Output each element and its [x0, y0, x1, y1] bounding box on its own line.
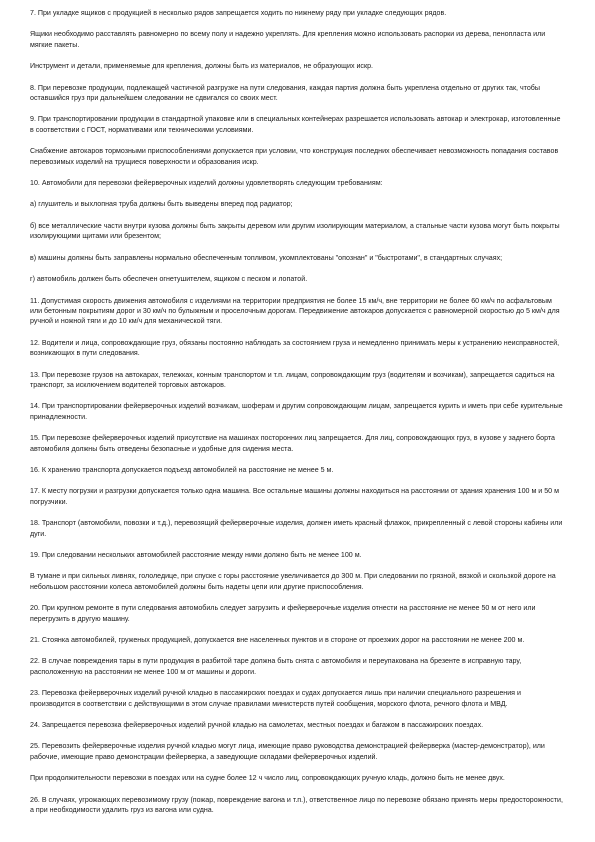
paragraph-12: 12. Водители и лица, сопровождающие груз, обязаны постоянно наблюдать за состоянием груза и немедленно принимать меры к устранению неисправностей, возникающих в пути следования.	[30, 338, 560, 358]
paragraph-19-weather: В тумане и при сильных ливнях, гололедице, при спуске с горы расстояние увеличивается до 300 м. При следовании по грязной, вязкой и скользкой дороге на небольшом расстоянии колеса автомобилей должны быть надеты цепи или другие приспособления.	[30, 572, 556, 591]
paragraph-22: 22. В случае повреждения тары в пути продукция в разбитой таре должна быть снята с автомобиля и переупакована на брезенте в исправную тару, расположенную на расстоянии не менее 100 м от машины и дороги.	[30, 657, 522, 676]
paragraph-9-brakes: Снабжение автокаров тормозными приспособлениями допускается при условии, что конструкция последних обеспечивает невозможность попадания составов перевозимых изделий на трущиеся поверхности и образования искр.	[30, 147, 559, 166]
paragraph-18: 18. Транспорт (автомобили, повозки и т.д.), перевозящий фейерверочные изделия, должен иметь красный флажок, прикрепленный с левой стороны кабины или дуги.	[30, 519, 563, 538]
paragraph-11: 11. Допустимая скорость движения автомобиля с изделиями на территории предприятия не более 15 км/ч, вне территории не более 60 км/ч по асфальтовым или бетонным покрытиям дорог и 30 км/ч по булыжным и проселочным дорогам. Передвижение автокаров допускается с равномерной скоростью до 5 км/ч для ручной и ножной тяги и до 10 км/ч для механической тяги.	[30, 296, 560, 326]
paragraph-7-continued: Ящики необходимо расставлять равномерно по всему полу и надежно укреплять. Для крепления можно использовать распорки из дерева, пенопласта или мягкие пакеты.	[30, 30, 546, 49]
paragraph-24: 24. Запрещается перевозка фейерверочных изделий ручной кладью на самолетах, местных поездах и багажом в пассажирских поездах.	[30, 721, 484, 730]
paragraph-9: 9. При транспортировании продукции в стандартной упаковке или в специальных контейнерах разрешается использовать автокар и электрокар, изготовленные в соответствии с ГОСТ, нормативами или техническими условиями.	[30, 115, 561, 134]
paragraph-19: 19. При следовании нескольких автомобилей расстояние между ними должно быть не менее 100 м.	[30, 551, 362, 559]
paragraph-15: 15. При перевозке фейерверочных изделий присутствие на машинах посторонних лиц запрещается. Для лиц, сопровождающих груз, в кузове у заднего борта автомобиля должны быть отведены безопасные и удобные для сидения места.	[30, 434, 555, 453]
paragraph-20: 20. При крупном ремонте в пути следования автомобиль следует загрузить и фейерверочные изделия отнести на расстояние не менее 50 м от него или перегрузить в другую машину.	[30, 604, 536, 623]
paragraph-tools: Инструмент и детали, применяемые для крепления, должны быть из материалов, не образующих искр.	[30, 62, 373, 71]
paragraph-16: 16. К хранению транспорта допускается подъезд автомобилей на расстояние не менее 5 м.	[30, 465, 334, 474]
paragraph-10-a: а) глушитель и выхлопная труба должны быть выведены вперед под радиатор;	[30, 200, 293, 209]
paragraph-17: 17. К месту погрузки и разгрузки допускается только одна машина. Все остальные машины должны находиться на расстоянии от здания хранения 100 м и 50 м погрузчики.	[30, 487, 559, 506]
paragraph-10-g: г) автомобиль должен быть обеспечен огнетушителем, ящиком с песком и лопатой.	[30, 275, 308, 284]
paragraph-25: 25. Перевозить фейерверочные изделия ручной кладью могут лица, имеющие право руководства демонстрацией фейерверка (мастер-демонстратор), или рабочие, имеющие право демонстрации фейерверка, а заведующие складами фейерверочных изделий.	[30, 742, 545, 761]
paragraph-13: 13. При перевозке грузов на автокарах, тележках, конным транспортом и т.п. лицам, сопровождающим груз (водителям и возчикам), запрещается садиться на транспорт, за исключением водителей торговых автокаров.	[30, 370, 555, 389]
paragraph-7: 7. При укладке ящиков с продукцией в несколько рядов запрещается ходить по нижнему ряду при укладке следующих рядов.	[30, 9, 447, 17]
paragraph-21: 21. Стоянка автомобилей, груженых продукцией, допускается вне населенных пунктов и в стороне от проезжих дорог на расстоянии не менее 200 м.	[30, 636, 525, 645]
paragraph-25-duration: При продолжительности перевозки в поездах или на судне более 12 ч число лиц, сопровождающих ручную кладь, должно быть не менее двух.	[30, 774, 505, 783]
paragraph-14: 14. При транспортировании фейерверочных изделий возчикам, шоферам и другим сопровождающим лицам, запрещается курить и иметь при себе курительные принадлежности.	[30, 402, 563, 421]
paragraph-10-v: в) машины должны быть заправлены нормально обеспеченным топливом, укомплектованы "опознан" и "быстротами", в стандартных случаях;	[30, 253, 503, 262]
paragraph-26: 26. В случаях, угрожающих перевозимому грузу (пожар, повреждение вагона и т.п.), ответственное лицо по перевозке обязано принять меры предосторожности, а при необходимости удалить груз из вагона или судна.	[30, 795, 563, 815]
paragraph-10-b: б) все металлические части внутри кузова должны быть закрыты деревом или другим изолирующим материалом, а стальные части кузова могут быть покрыты изолирующими щитами или брезентом;	[30, 221, 560, 241]
paragraph-10: 10. Автомобили для перевозки фейерверочных изделий должны удовлетворять следующим требованиям:	[30, 179, 383, 188]
paragraph-8: 8. При перевозке продукции, подлежащей частичной разгрузке на пути следования, каждая партия должна быть укреплена отдельно от других так, чтобы оставшийся груз при дальнейшем следовании не сдвигался со своих мест.	[30, 83, 540, 103]
paragraph-23: 23. Перевозка фейерверочных изделий ручной кладью в пассажирских поездах и судах допускается лишь при наличии специального разрешения и производится в соответствии с действующими в этом случае правилами министерств путей сообщения, морского флота, речного флота и МВД.	[30, 689, 521, 708]
